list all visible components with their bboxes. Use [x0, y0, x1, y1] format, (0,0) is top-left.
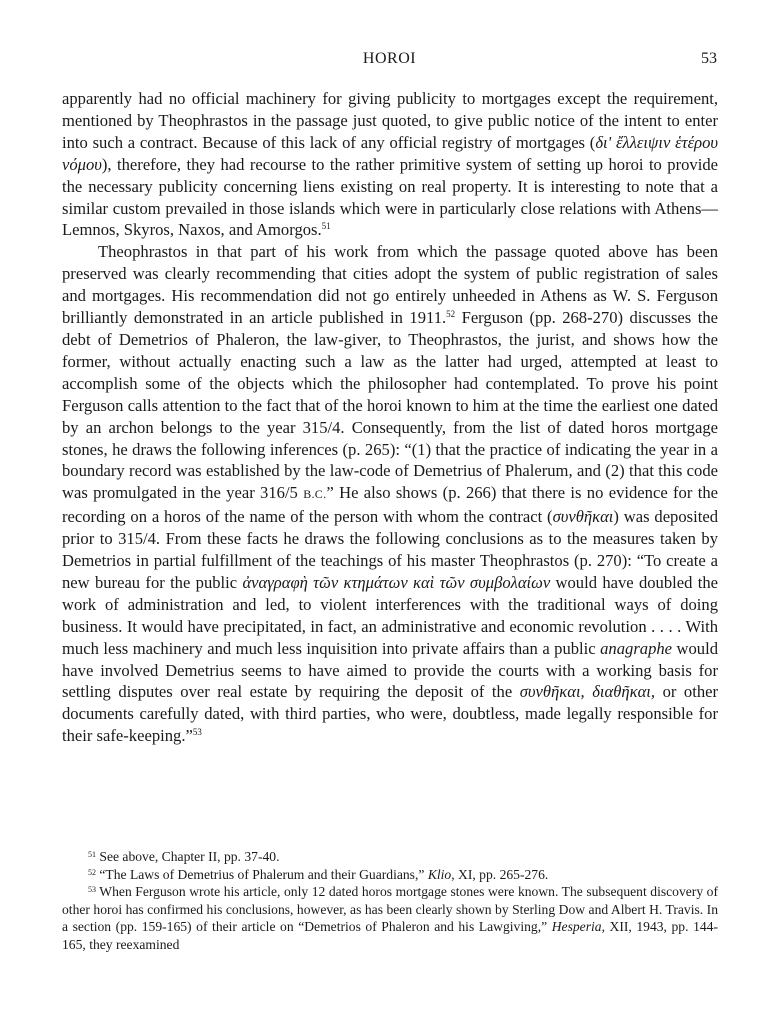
page-number: 53 [701, 50, 717, 67]
footnote-ref-51: 51 [321, 221, 331, 232]
journal-title: Klio [427, 866, 452, 882]
main-text [62, 88, 718, 747]
footnote-ref-53: 53 [192, 727, 202, 738]
greek-phrase: συνθῆκαι, διαθῆκαι, [519, 682, 656, 702]
era-abbreviation: B.C. [303, 487, 327, 502]
footnote-ref-52: 52 [446, 309, 456, 320]
greek-phrase: συνθῆκαι [552, 507, 614, 527]
paragraph-2: Theophrastos in that part of his work from which the passage quoted above has been preserved was clearly recommending that cities adopt the system of public registration of sales and mortgages. His recommendation did not go entirely unheeded in Athens as W. S. Ferguson brilliantly demonstrated in an article published in 1911.52 Ferguson (pp. 268-270) discusses the debt of Demetrios of Phaleron, the law-giver, to Theophrastos, the jurist, and shows how the former, without actually enacting such a law as the latter had urged, attempted at least to accomplish some of the objects which the philosopher had contemplated. To prove his point Ferguson calls attention to the fact that of the horoi known to him at the time the earliest one dated by an archon belongs to the year 315/4. Consequently, from the list of dated horos mortgage stones, he draws the following inferences (p. 265): “(1) that the practice of indicating the year in a boundary record was established by the law-code of Demetrius of Phalerum, and (2) that this code was promulgated in the year 316/5 B.C.” He also shows (p. 266) that there is no evidence for the recording on a horos of the name of the person with whom the contract (συνθῆκαι) was deposited prior to 315/4. From these facts he draws the following conclusions as to the measures taken by Demetrios in partial fulfillment of the teachings of his master Theophrastos (p. 270): “To create a new bureau for the public ἀναγραφὴ τῶν κτημάτων καὶ τῶν συμβολαίων would have doubled the work of administration and led, to violent interferences with the traditional ways of doing business. It would have precipitated, in fact, an administrative and economic revolution . . . . With much less machinery and much less inquisition into private affairs than a public anagraphe would have involved Demetrius seems to have aimed to provide the courts with a working basis for settling disputes over real estate by requiring the deposit of the συνθῆκαι, διαθῆκαι, or other documents carefully dated, with third parties, who were, doubtless, made legally responsible for their safe-keeping.”$^{53}$ [62, 242, 719, 746]
greek-phrase: ἀναγραφὴ τῶν κτημάτων καὶ τῶν συμβολαίων [242, 572, 551, 592]
greek-phrase: δι' ἔλλειψιν ἑτέρου νόμου [62, 132, 718, 174]
page-header [62, 50, 717, 76]
running-head: HOROI [362, 50, 417, 67]
paragraph-1: apparently had no official machinery for giving publicity to mortgages except the requirement, mentioned by Theophrastos in the passage just quoted, to give public notice of the intent to enter into such a contract. Because of this lack of any official registry of mortgages (δι' ἔλλειψιν ἑτέρου νόμου), therefore, they had recourse to the rather primitive system of setting up horoi to provide the necessary publicity concerning liens existing on real property. It is interesting to note that a similar custom prevailed in those islands which were in particularly close relations with Athens—Lemnos, Skyros, Naxos, and Amorgos.$^{51}$ [62, 89, 718, 240]
footnote-53: $^{53}$ When Ferguson wrote his article, only 12 dated horos mortgage stones were known. The subsequent discovery of other horoi has confirmed his conclusions, however, as has been clearly shown by Sterling Dow and Albert H. Travis. In a section (pp. 159-165) of their article on “Demetrios of Phaleron and his Lawgiving,” Hesperia, XII, 1943, pp. 144-165, they reexamined [62, 884, 718, 952]
footnote-51: $^{51}$ See above, Chapter II, pp. 37-40. [88, 849, 280, 864]
footnote-52: $^{52}$ “The Laws of Demetrius of Phalerum and their Guardians,” Klio, XI, pp. 265-276. [88, 866, 549, 882]
italic-term: anagraphe [600, 638, 673, 658]
footnotes [62, 848, 718, 954]
journal-title: Hesperia [551, 919, 602, 935]
